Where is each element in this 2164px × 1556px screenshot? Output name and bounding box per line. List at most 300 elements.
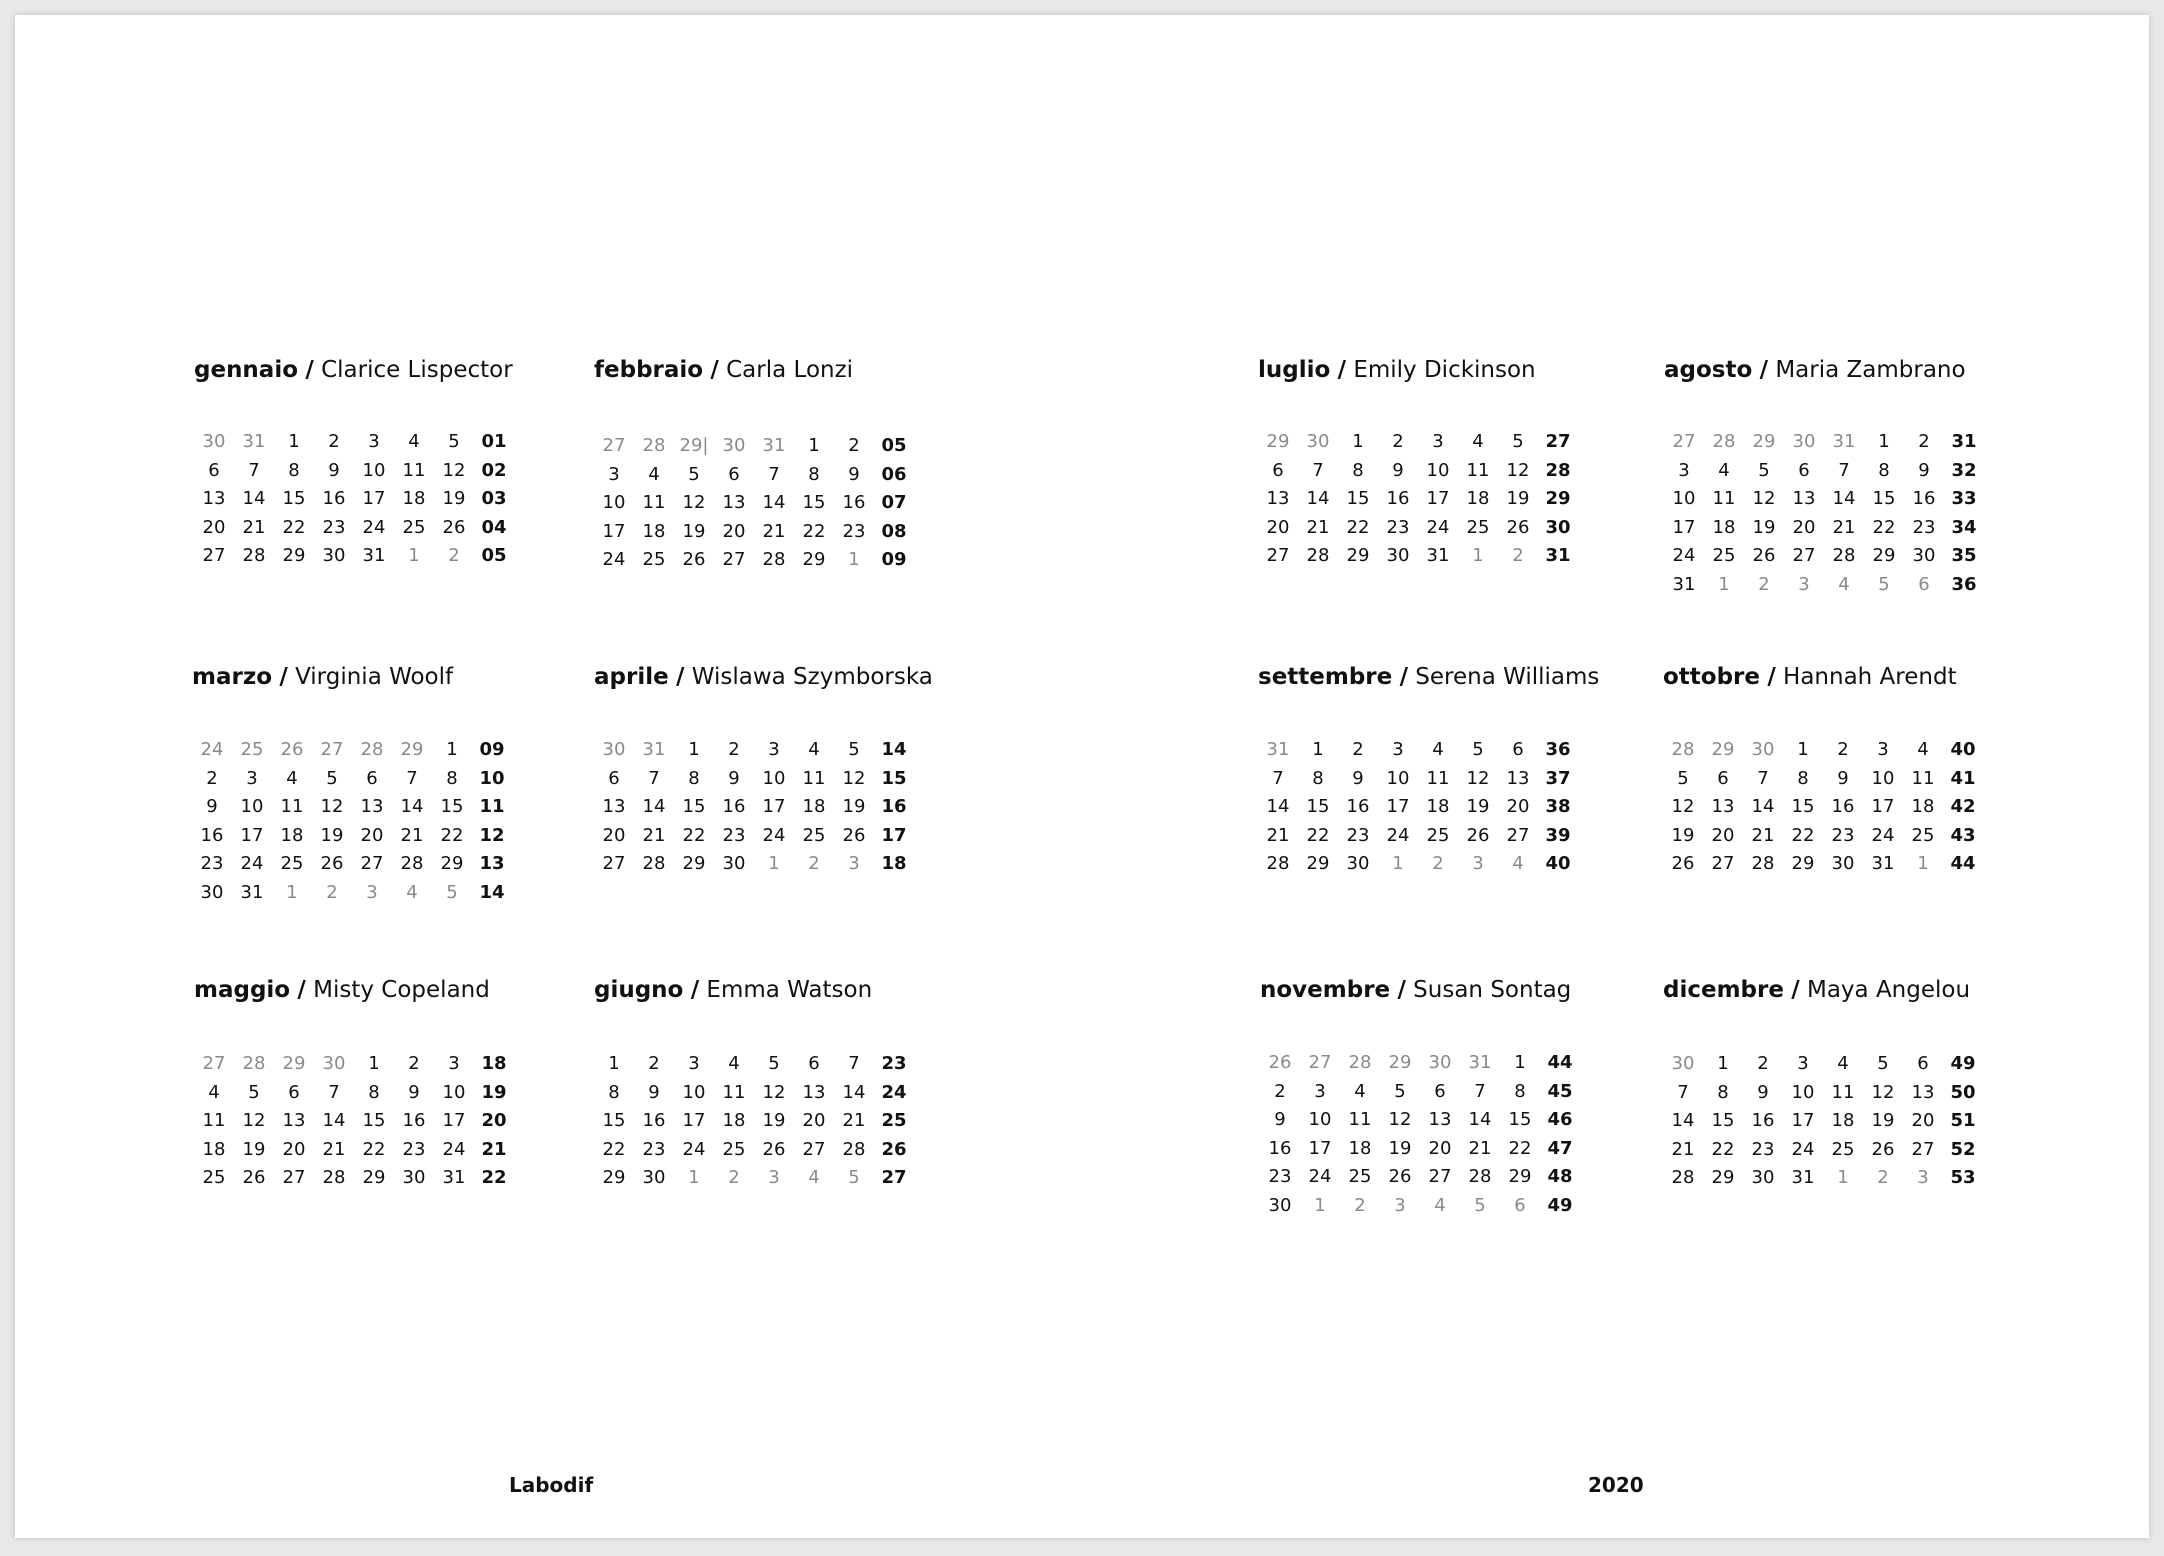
week-number: 25	[881, 1110, 907, 1131]
day-cell: 23	[200, 853, 224, 874]
day-cell: 28	[1751, 853, 1775, 874]
week-number: 40	[1545, 853, 1571, 874]
day-cell: 7	[1677, 1081, 1689, 1103]
day-cell: 18	[1831, 1110, 1855, 1131]
day-cell: 16	[642, 1110, 666, 1131]
day-cell: 27	[202, 545, 226, 566]
day-cell: 16	[200, 824, 224, 846]
day-cell: 3	[448, 1053, 460, 1074]
day-cell: 25	[642, 549, 666, 570]
day-cell: 11	[1831, 1081, 1855, 1103]
month-name: dicembre	[1663, 977, 1784, 1003]
month-title: febbraio / Carla Lonzi	[594, 357, 854, 383]
day-cell-other-month: 2	[1432, 853, 1444, 874]
day-cell: 31	[1426, 545, 1450, 566]
day-cell: 24	[602, 549, 626, 570]
month-grid	[594, 1050, 974, 1193]
day-cell: 20	[1911, 1110, 1935, 1131]
day-cell: 28	[762, 549, 786, 570]
day-cell: 23	[1912, 516, 1936, 538]
day-cell: 8	[808, 463, 820, 485]
day-cell: 27	[1711, 853, 1735, 874]
week-row	[194, 1107, 574, 1136]
day-cell-other-month: 31	[242, 431, 266, 452]
week-row	[594, 765, 974, 794]
week-row	[192, 879, 572, 908]
month-block-gennaio	[194, 356, 574, 571]
day-cell: 12	[320, 796, 344, 817]
week-number: 05	[481, 545, 507, 566]
day-cell: 21	[1266, 824, 1290, 846]
month-name: luglio	[1258, 357, 1331, 383]
month-person: Susan Sontag	[1413, 977, 1572, 1003]
day-cell-other-month: 3	[768, 1167, 780, 1188]
week-number: 16	[881, 796, 907, 817]
day-cell: 4	[1354, 1080, 1366, 1102]
day-cell: 25	[402, 516, 426, 538]
day-cell: 30	[642, 1167, 666, 1188]
day-cell-other-month: 5	[848, 1167, 860, 1188]
day-cell: 4	[808, 739, 820, 760]
day-cell-other-month: 30	[1428, 1052, 1452, 1073]
day-cell: 17	[1308, 1137, 1332, 1159]
day-cell: 29	[1346, 545, 1370, 566]
month-person: Hannah Arendt	[1783, 664, 1957, 690]
day-cell: 10	[762, 767, 786, 789]
day-cell: 4	[1718, 459, 1730, 481]
day-cell: 4	[1917, 739, 1929, 760]
day-cell: 1	[1797, 739, 1809, 760]
day-cell: 1	[368, 1053, 380, 1074]
day-cell: 10	[1308, 1109, 1332, 1130]
month-person: Clarice Lispector	[321, 357, 513, 383]
week-number: 51	[1950, 1110, 1976, 1131]
day-cell: 8	[1312, 767, 1324, 789]
month-grid	[1260, 1049, 1640, 1220]
week-number: 02	[481, 459, 507, 481]
week-row	[594, 822, 974, 851]
day-cell-other-month: 4	[406, 881, 418, 903]
day-cell: 28	[1468, 1166, 1492, 1187]
day-cell: 16	[322, 488, 346, 509]
week-row	[1260, 1192, 1640, 1221]
day-cell: 27	[602, 853, 626, 874]
week-number: 04	[481, 516, 507, 538]
day-cell-other-month: 1	[286, 881, 298, 903]
week-number: 27	[881, 1167, 907, 1188]
day-cell: 6	[1717, 767, 1729, 789]
day-cell: 12	[442, 459, 466, 481]
day-cell: 28	[1266, 853, 1290, 874]
day-cell: 3	[688, 1053, 700, 1074]
day-cell-other-month: 1	[408, 545, 420, 566]
day-cell: 5	[1677, 767, 1689, 789]
day-cell: 19	[1671, 824, 1695, 846]
day-cell: 15	[682, 796, 706, 817]
day-cell: 4	[286, 767, 298, 789]
day-cell: 8	[1878, 459, 1890, 481]
week-row	[1260, 1135, 1640, 1164]
day-cell: 16	[1751, 1110, 1775, 1131]
day-cell: 21	[1832, 516, 1856, 538]
day-cell: 3	[368, 431, 380, 452]
day-cell-other-month: 30	[722, 435, 746, 456]
day-cell: 8	[608, 1081, 620, 1103]
day-cell-other-month: 27	[1308, 1052, 1332, 1073]
day-cell: 25	[802, 824, 826, 846]
day-cell: 27	[282, 1167, 306, 1188]
day-cell-other-month: 5	[446, 881, 458, 903]
day-cell: 9	[328, 459, 340, 481]
day-cell: 1	[1514, 1052, 1526, 1073]
day-cell: 5	[448, 431, 460, 452]
day-cell: 23	[1751, 1138, 1775, 1160]
day-cell: 16	[1346, 796, 1370, 817]
week-number: 07	[881, 492, 907, 513]
day-cell: 26	[1671, 853, 1695, 874]
day-cell: 19	[682, 520, 706, 542]
month-grid	[194, 428, 574, 571]
day-cell: 28	[1671, 1167, 1695, 1188]
day-cell-other-month: 30	[322, 1053, 346, 1074]
day-cell-other-month: 5	[1474, 1194, 1486, 1216]
day-cell: 12	[1752, 488, 1776, 509]
day-cell: 21	[242, 516, 266, 538]
day-cell: 2	[1918, 431, 1930, 452]
month-grid	[1664, 428, 2044, 599]
day-cell-other-month: 29	[1711, 739, 1735, 760]
day-cell-other-month: 2	[326, 881, 338, 903]
month-grid	[1258, 428, 1638, 571]
day-cell: 29	[1306, 853, 1330, 874]
week-row	[1664, 571, 2044, 600]
day-cell: 11	[1911, 767, 1935, 789]
day-cell: 31	[240, 881, 264, 903]
week-number: 03	[481, 488, 507, 509]
day-cell-other-month: 24	[200, 739, 224, 760]
day-cell: 1	[808, 435, 820, 456]
day-cell: 3	[246, 767, 258, 789]
day-cell: 13	[1428, 1109, 1452, 1130]
month-grid	[1663, 1050, 2043, 1193]
day-cell: 17	[602, 520, 626, 542]
day-cell: 2	[408, 1053, 420, 1074]
day-cell-other-month: 1	[1917, 853, 1929, 874]
week-row	[192, 793, 572, 822]
week-row	[1664, 457, 2044, 486]
week-row	[1260, 1078, 1640, 1107]
day-cell-other-month: 30	[1306, 431, 1330, 452]
day-cell: 17	[1791, 1110, 1815, 1131]
week-row	[1663, 1136, 2043, 1165]
day-cell: 12	[1506, 459, 1530, 481]
day-cell: 30	[1268, 1194, 1292, 1216]
day-cell: 8	[446, 767, 458, 789]
week-number: 37	[1545, 767, 1571, 789]
day-cell: 16	[1386, 488, 1410, 509]
day-cell: 16	[722, 796, 746, 817]
day-cell: 11	[1712, 488, 1736, 509]
day-cell: 13	[360, 796, 384, 817]
day-cell: 10	[1426, 459, 1450, 481]
day-cell-other-month: 2	[808, 853, 820, 874]
day-cell: 21	[1751, 824, 1775, 846]
day-cell: 3	[1877, 739, 1889, 760]
day-cell: 15	[1711, 1110, 1735, 1131]
day-cell-other-month: 3	[1394, 1194, 1406, 1216]
day-cell: 23	[1268, 1166, 1292, 1187]
day-cell: 7	[1838, 459, 1850, 481]
day-cell: 3	[768, 739, 780, 760]
day-cell: 4	[208, 1081, 220, 1103]
week-number: 36	[1545, 739, 1571, 760]
month-title: ottobre / Hannah Arendt	[1663, 664, 1957, 690]
day-cell-other-month: 3	[848, 853, 860, 874]
day-cell: 22	[1872, 516, 1896, 538]
day-cell: 17	[1871, 796, 1895, 817]
day-cell: 22	[1346, 516, 1370, 538]
day-cell: 12	[1466, 767, 1490, 789]
month-block-dicembre	[1663, 976, 2043, 1193]
day-cell: 3	[1797, 1053, 1809, 1074]
day-cell: 12	[682, 492, 706, 513]
day-cell: 20	[1428, 1137, 1452, 1159]
day-cell-other-month: 2	[728, 1167, 740, 1188]
day-cell: 29	[682, 853, 706, 874]
day-cell: 25	[1712, 545, 1736, 566]
day-cell: 2	[728, 739, 740, 760]
day-cell: 14	[1832, 488, 1856, 509]
week-number: 48	[1547, 1166, 1573, 1187]
day-cell: 26	[442, 516, 466, 538]
day-cell: 22	[802, 520, 826, 542]
month-title: novembre / Susan Sontag	[1260, 977, 1572, 1003]
week-row	[1664, 485, 2044, 514]
day-cell: 7	[248, 459, 260, 481]
week-row	[194, 485, 574, 514]
day-cell: 27	[360, 853, 384, 874]
day-cell: 9	[1757, 1081, 1769, 1103]
day-cell: 18	[1911, 796, 1935, 817]
day-cell: 2	[328, 431, 340, 452]
day-cell: 13	[282, 1110, 306, 1131]
day-cell: 10	[1672, 488, 1696, 509]
day-cell: 29	[1711, 1167, 1735, 1188]
day-cell: 27	[722, 549, 746, 570]
day-cell-other-month: 6	[1514, 1194, 1526, 1216]
day-cell: 31	[442, 1167, 466, 1188]
week-number: 13	[479, 853, 505, 874]
day-cell: 5	[1758, 459, 1770, 481]
day-cell: 10	[602, 492, 626, 513]
day-cell-other-month: 28	[360, 739, 384, 760]
day-cell: 15	[1508, 1109, 1532, 1130]
day-cell-other-month: 25	[240, 739, 264, 760]
day-cell: 9	[728, 767, 740, 789]
day-cell-other-month: 31	[1832, 431, 1856, 452]
week-number: 08	[881, 520, 907, 542]
week-number: 44	[1547, 1052, 1573, 1073]
day-cell: 21	[1306, 516, 1330, 538]
month-person: Carla Lonzi	[726, 357, 854, 383]
day-cell: 26	[242, 1167, 266, 1188]
day-cell: 18	[402, 488, 426, 509]
day-cell-other-month: 4	[808, 1167, 820, 1188]
day-cell: 13	[202, 488, 226, 509]
day-cell: 12	[1871, 1081, 1895, 1103]
week-row	[594, 546, 974, 575]
day-cell: 14	[762, 492, 786, 513]
day-cell: 27	[1428, 1166, 1452, 1187]
day-cell: 7	[768, 463, 780, 485]
day-cell: 10	[1386, 767, 1410, 789]
day-cell: 23	[1346, 824, 1370, 846]
day-cell-other-month: 30	[1792, 431, 1816, 452]
day-cell: 30	[1912, 545, 1936, 566]
day-cell: 8	[288, 459, 300, 481]
week-row	[1664, 514, 2044, 543]
day-cell: 10	[682, 1081, 706, 1103]
month-name: maggio	[194, 977, 291, 1003]
day-cell: 7	[648, 767, 660, 789]
day-cell-other-month: 2	[1512, 545, 1524, 566]
day-cell-other-month: 1	[1472, 545, 1484, 566]
month-name: aprile	[594, 664, 669, 690]
day-cell-other-month: 1	[848, 549, 860, 570]
week-number: 22	[481, 1167, 507, 1188]
day-cell-other-month: 4	[1512, 853, 1524, 874]
day-cell: 23	[722, 824, 746, 846]
month-block-aprile	[594, 663, 974, 879]
month-person: Maria Zambrano	[1775, 357, 1966, 383]
day-cell: 20	[1506, 796, 1530, 817]
day-cell: 27	[1506, 824, 1530, 846]
week-row	[192, 736, 572, 765]
day-cell: 12	[242, 1110, 266, 1131]
week-number: 14	[881, 739, 907, 760]
month-person: Emma Watson	[706, 977, 873, 1003]
day-cell: 1	[688, 739, 700, 760]
day-cell: 15	[282, 488, 306, 509]
day-cell: 11	[722, 1081, 746, 1103]
day-cell: 9	[1274, 1109, 1286, 1130]
footer-left-label: Labodif	[509, 1473, 594, 1497]
day-cell: 29	[362, 1167, 386, 1188]
day-cell: 27	[1266, 545, 1290, 566]
day-cell: 24	[1871, 824, 1895, 846]
week-number: 15	[881, 767, 907, 789]
day-cell-other-month: 2	[1877, 1167, 1889, 1188]
day-cell-other-month: 29	[282, 1053, 306, 1074]
day-cell: 19	[842, 796, 866, 817]
day-cell: 13	[722, 492, 746, 513]
day-cell: 6	[1434, 1080, 1446, 1102]
week-number: 44	[1950, 853, 1976, 874]
day-cell: 7	[1312, 459, 1324, 481]
day-cell: 22	[1791, 824, 1815, 846]
day-cell: 11	[280, 796, 304, 817]
day-cell: 13	[1266, 488, 1290, 509]
day-cell-other-month: 28	[1348, 1052, 1372, 1073]
day-cell-other-month: 29	[400, 739, 424, 760]
day-cell: 14	[242, 488, 266, 509]
day-cell: 16	[1831, 796, 1855, 817]
day-cell: 18	[1426, 796, 1450, 817]
day-cell: 7	[1272, 767, 1284, 789]
day-cell: 26	[320, 853, 344, 874]
month-name: ottobre	[1663, 664, 1760, 690]
day-cell: 4	[1432, 739, 1444, 760]
day-cell: 25	[1426, 824, 1450, 846]
day-cell: 18	[722, 1110, 746, 1131]
month-block-luglio	[1258, 356, 1638, 571]
day-cell: 12	[1388, 1109, 1412, 1130]
day-cell: 3	[1432, 431, 1444, 452]
day-cell: 10	[240, 796, 264, 817]
day-cell: 9	[206, 796, 218, 817]
day-cell: 3	[1678, 459, 1690, 481]
day-cell: 8	[688, 767, 700, 789]
day-cell: 10	[1791, 1081, 1815, 1103]
day-cell: 22	[682, 824, 706, 846]
day-cell-other-month: 28	[1712, 431, 1736, 452]
week-number: 40	[1950, 739, 1976, 760]
day-cell: 31	[1791, 1167, 1815, 1188]
day-cell: 29	[1791, 853, 1815, 874]
week-row	[194, 428, 574, 457]
day-cell: 6	[366, 767, 378, 789]
calendar-page	[15, 15, 2149, 1538]
day-cell: 22	[1508, 1137, 1532, 1159]
day-cell: 31	[1871, 853, 1895, 874]
day-cell: 14	[842, 1081, 866, 1103]
week-row	[192, 822, 572, 851]
day-cell: 24	[1308, 1166, 1332, 1187]
day-cell: 3	[1392, 739, 1404, 760]
footer-year-label: 2020	[1588, 1473, 1644, 1497]
month-title: marzo / Virginia Woolf	[192, 664, 454, 690]
day-cell: 8	[1717, 1081, 1729, 1103]
day-cell: 9	[1392, 459, 1404, 481]
week-row	[594, 793, 974, 822]
day-cell: 5	[1512, 431, 1524, 452]
day-cell: 2	[1352, 739, 1364, 760]
month-person: Virginia Woolf	[295, 664, 454, 690]
day-cell: 19	[762, 1110, 786, 1131]
day-cell: 24	[762, 824, 786, 846]
day-cell-other-month: 26	[280, 739, 304, 760]
day-cell-other-month: 27	[202, 1053, 226, 1074]
day-cell: 19	[242, 1138, 266, 1160]
day-cell: 14	[400, 796, 424, 817]
week-number: 36	[1951, 573, 1977, 595]
day-cell: 28	[642, 853, 666, 874]
day-cell-other-month: 2	[1354, 1194, 1366, 1216]
day-cell-other-month: 1	[688, 1167, 700, 1188]
day-cell-other-month: 1	[768, 853, 780, 874]
day-cell: 25	[280, 853, 304, 874]
week-number: 06	[881, 463, 907, 485]
day-cell: 25	[202, 1167, 226, 1188]
week-row	[594, 1079, 974, 1108]
day-cell: 14	[1306, 488, 1330, 509]
day-cell: 31	[1672, 573, 1696, 595]
day-cell: 17	[240, 824, 264, 846]
day-cell-other-month: 4	[1838, 573, 1850, 595]
day-cell: 24	[442, 1138, 466, 1160]
day-cell: 17	[1672, 516, 1696, 538]
day-cell-other-month: 29|	[679, 435, 709, 456]
